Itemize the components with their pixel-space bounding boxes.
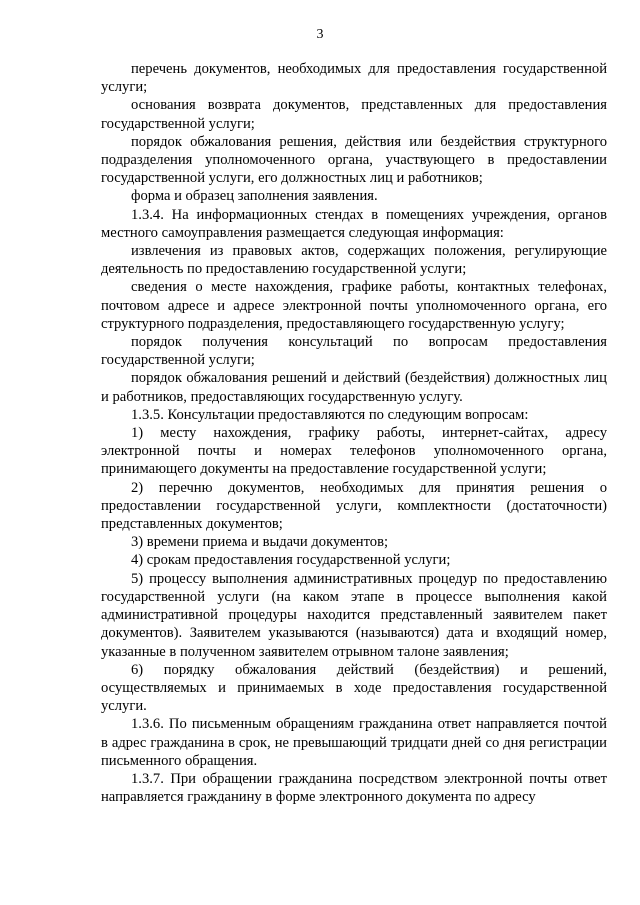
paragraph-location-info: сведения о месте нахождения, графике работы, контактных телефонах, почтовом адресе и адресе электронной почты уполномоченного органа, его структурного подразделения, предоставляющего государственную услугу; bbox=[101, 279, 607, 332]
paragraph-1-3-5: 1.3.5. Консультации предоставляются по следующим вопросам: bbox=[131, 406, 529, 423]
paragraph-application-form: форма и образец заполнения заявления. bbox=[131, 188, 378, 205]
paragraph-1-3-4: 1.3.4. На информационных стендах в помещениях учреждения, органов местного самоуправления размещается следующая информация: bbox=[101, 206, 607, 241]
paragraph-consultation-order: порядок получения консультаций по вопросам предоставления государственной услуги; bbox=[101, 334, 607, 369]
paragraph-1-3-7: 1.3.7. При обращении гражданина посредством электронной почты ответ направляется гражданину в форме электронного документа по адресу bbox=[101, 770, 607, 806]
paragraph-return-grounds: основания возврата документов, представленных для предоставления государственной услуги; bbox=[101, 97, 607, 132]
list-item-3: 3) времени приема и выдачи документов; bbox=[131, 534, 389, 551]
paragraph-appeal-decisions: порядок обжалования решений и действий (бездействия) должностных лиц и работников, предоставляющих государственную услугу. bbox=[101, 370, 607, 405]
paragraph-appeal-procedure: порядок обжалования решения, действия или бездействия структурного подразделения уполномоченного органа, участвующего в предоставлении государственной услуги, его должностных лиц и работников; bbox=[101, 133, 607, 187]
list-item-6: 6) порядку обжалования действий (бездействия) и решений, осуществляемых и принимаемых в ходе предоставления государственной услуги. bbox=[101, 661, 607, 715]
paragraph-documents-list: перечень документов, необходимых для предоставления государственной услуги; bbox=[101, 61, 607, 96]
page-number: 3 bbox=[316, 27, 324, 42]
list-item-4: 4) срокам предоставления государственной услуги; bbox=[131, 552, 451, 569]
list-item-1: 1) месту нахождения, графику работы, интернет-сайтах, адресу электронной почты и номерах телефонов уполномоченного органа, принимающего документы на предоставление государственной услуги; bbox=[101, 425, 607, 478]
paragraph-1-3-6: 1.3.6. По письменным обращениям гражданина ответ направляется почтой в адрес гражданина в срок, не превышающий тридцати дней со дня регистрации письменного обращения. bbox=[101, 716, 607, 769]
document-body bbox=[101, 60, 607, 806]
paragraph-legal-extracts: извлечения из правовых актов, содержащих положения, регулирующие деятельность по предоставлению государственной услуги; bbox=[101, 243, 607, 278]
list-item-5: 5) процессу выполнения административных процедур по предоставлению государственной услуги (на каком этапе в процессе выполнения какой административной процедуры находится представленный заявителем пакет документов). Заявителем указываются (называются) дата и входящий номер, указанные в полученном заявителем отрывном талоне заявления; bbox=[101, 570, 607, 660]
list-item-2: 2) перечню документов, необходимых для принятия решения о предоставлении государственной услуги, комплектности (достаточности) представленных документов; bbox=[101, 479, 607, 533]
